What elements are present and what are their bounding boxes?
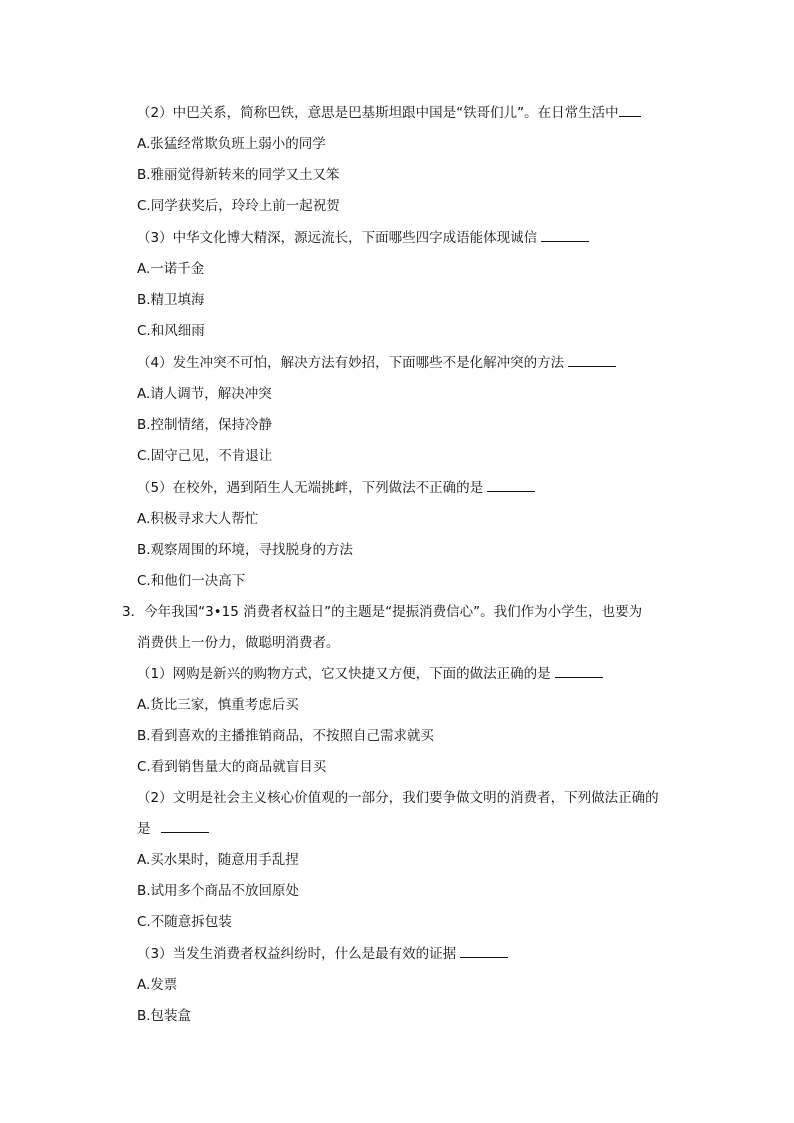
answer-blank[interactable] xyxy=(541,229,589,242)
answer-blank[interactable] xyxy=(619,104,641,117)
question-3-1 xyxy=(137,665,603,683)
option-a: A.买水果时，随意用手乱捏 xyxy=(137,852,299,868)
question-2-5-text: （5）在校外，遇到陌生人无端挑衅，下列做法不正确的是 xyxy=(137,480,484,496)
question-3-2-line-2 xyxy=(137,820,209,838)
option-a: A.发票 xyxy=(137,977,178,993)
option-c: C.和风细雨 xyxy=(137,323,205,339)
option-b: B.试用多个商品不放回原处 xyxy=(137,883,300,899)
option-b: B.包装盒 xyxy=(137,1008,192,1024)
option-c: C.不随意拆包装 xyxy=(137,914,232,930)
option-a: A.积极寻求大人帮忙 xyxy=(137,511,259,527)
question-3-3-text: （3）当发生消费者权益纠纷时，什么是最有效的证据 xyxy=(137,946,457,962)
question-3-2-text: 是 xyxy=(137,821,151,837)
option-b: B.看到喜欢的主播推销商品，不按照自己需求就买 xyxy=(137,728,435,744)
option-c: C.和他们一决高下 xyxy=(137,573,246,589)
option-a: A.请人调节，解决冲突 xyxy=(137,386,272,402)
option-b: B.观察周围的环境，寻找脱身的方法 xyxy=(137,542,354,558)
option-b: B.控制情绪，保持冷静 xyxy=(137,417,273,433)
answer-blank[interactable] xyxy=(555,665,603,678)
option-a: A.一诺千金 xyxy=(137,261,205,277)
option-a: A.货比三家，慎重考虑后买 xyxy=(137,697,299,713)
option-c: C.同学获奖后，玲玲上前一起祝贺 xyxy=(137,198,340,214)
answer-blank[interactable] xyxy=(568,354,616,367)
question-2-4 xyxy=(137,354,616,372)
question-2-2 xyxy=(137,104,641,122)
question-3-stem-line-2: 消费供上一份力，做聪明消费者。 xyxy=(137,635,340,651)
answer-blank[interactable] xyxy=(487,479,535,492)
question-2-3 xyxy=(137,229,589,247)
question-2-5 xyxy=(137,479,535,497)
option-c: C.看到销售量大的商品就盲目买 xyxy=(137,759,327,775)
option-b: B.雅丽觉得新转来的同学又土又笨 xyxy=(137,167,340,183)
question-2-2-text: （2）中巴关系，简称巴铁，意思是巴基斯坦跟中国是“铁哥们儿”。在日常生活中 xyxy=(137,105,619,121)
answer-blank[interactable] xyxy=(460,945,508,958)
question-3-1-text: （1）网购是新兴的购物方式，它又快捷又方便，下面的做法正确的是 xyxy=(137,666,551,682)
question-2-3-text: （3）中华文化博大精深，源远流长，下面哪些四字成语能体现诚信 xyxy=(137,230,538,246)
answer-blank[interactable] xyxy=(161,820,209,833)
question-3-stem-line-1: 3．今年我国“3•15 消费者权益日”的主题是“提振消费信心”。我们作为小学生，也要为 xyxy=(122,604,643,620)
option-c: C.固守己见，不肯退让 xyxy=(137,448,273,464)
question-3-3 xyxy=(137,945,508,963)
option-a: A.张猛经常欺负班上弱小的同学 xyxy=(137,136,326,152)
option-b: B.精卫填海 xyxy=(137,292,205,308)
question-3-2-line-1: （2）文明是社会主义核心价值观的一部分，我们要争做文明的消费者，下列做法正确的 xyxy=(137,790,659,806)
question-2-4-text: （4）发生冲突不可怕，解决方法有妙招，下面哪些不是化解冲突的方法 xyxy=(137,355,565,371)
